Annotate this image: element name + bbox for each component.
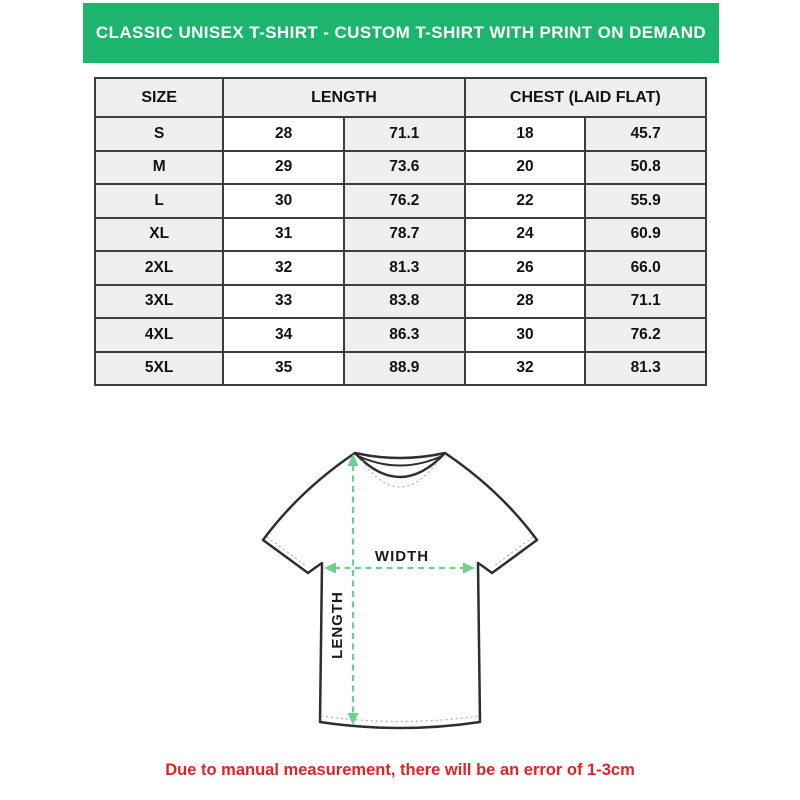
chest-cm-cell: 76.2 — [585, 318, 706, 352]
table-row — [95, 117, 706, 151]
length-cm-cell: 83.8 — [344, 285, 465, 319]
chest-cm-cell: 66.0 — [585, 251, 706, 285]
length-label: LENGTH — [329, 591, 346, 659]
table-row — [95, 218, 706, 252]
width-label: WIDTH — [374, 548, 430, 565]
size-cell: XL — [95, 218, 223, 252]
chest-cm-cell: 60.9 — [585, 218, 706, 252]
table-row — [95, 285, 706, 319]
size-table-body — [95, 117, 706, 385]
size-cell: M — [95, 151, 223, 185]
chest-cm-cell: 45.7 — [585, 117, 706, 151]
length-cm-cell: 71.1 — [344, 117, 465, 151]
col-header-length: LENGTH — [223, 78, 464, 117]
size-cell: 3XL — [95, 285, 223, 319]
table-row — [95, 151, 706, 185]
page-title: CLASSIC UNISEX T-SHIRT - CUSTOM T-SHIRT WITH PRINT ON DEMAND — [95, 23, 707, 42]
length-inches-cell: 32 — [223, 251, 344, 285]
chest-inches-cell: 24 — [465, 218, 586, 252]
length-cm-cell: 73.6 — [344, 151, 465, 185]
length-inches-cell: 33 — [223, 285, 344, 319]
table-row — [95, 184, 706, 218]
length-inches-cell: 28 — [223, 117, 344, 151]
table-row — [95, 352, 706, 386]
chest-inches-cell: 30 — [465, 318, 586, 352]
chest-inches-cell: 28 — [465, 285, 586, 319]
chest-cm-cell: 71.1 — [585, 285, 706, 319]
col-header-chest: CHEST (LAID FLAT) — [465, 78, 706, 117]
length-cm-cell: 76.2 — [344, 184, 465, 218]
size-table — [94, 77, 707, 386]
length-inches-cell: 30 — [223, 184, 344, 218]
length-cm-cell: 81.3 — [344, 251, 465, 285]
tshirt-outline — [263, 453, 537, 728]
size-cell: S — [95, 117, 223, 151]
size-cell: 5XL — [95, 352, 223, 386]
tshirt-diagram — [240, 435, 560, 745]
chest-cm-cell: 50.8 — [585, 151, 706, 185]
chest-cm-cell: 55.9 — [585, 184, 706, 218]
tshirt-diagram-svg — [240, 435, 560, 745]
length-inches-cell: 29 — [223, 151, 344, 185]
size-cell: 4XL — [95, 318, 223, 352]
length-cm-cell: 88.9 — [344, 352, 465, 386]
length-cm-cell: 78.7 — [344, 218, 465, 252]
measurement-note: Due to manual measurement, there will be an error of 1-3cm — [165, 761, 635, 779]
header-row — [95, 78, 706, 117]
length-inches-cell: 31 — [223, 218, 344, 252]
size-cell: L — [95, 184, 223, 218]
table-row — [95, 318, 706, 352]
chest-cm-cell: 81.3 — [585, 352, 706, 386]
chest-inches-cell: 26 — [465, 251, 586, 285]
chest-inches-cell: 20 — [465, 151, 586, 185]
size-cell: 2XL — [95, 251, 223, 285]
length-cm-cell: 86.3 — [344, 318, 465, 352]
chest-inches-cell: 32 — [465, 352, 586, 386]
col-header-size: SIZE — [95, 78, 223, 117]
table-row — [95, 251, 706, 285]
header-banner — [83, 3, 719, 63]
length-inches-cell: 35 — [223, 352, 344, 386]
length-inches-cell: 34 — [223, 318, 344, 352]
chest-inches-cell: 18 — [465, 117, 586, 151]
chest-inches-cell: 22 — [465, 184, 586, 218]
size-table-header — [95, 78, 706, 117]
